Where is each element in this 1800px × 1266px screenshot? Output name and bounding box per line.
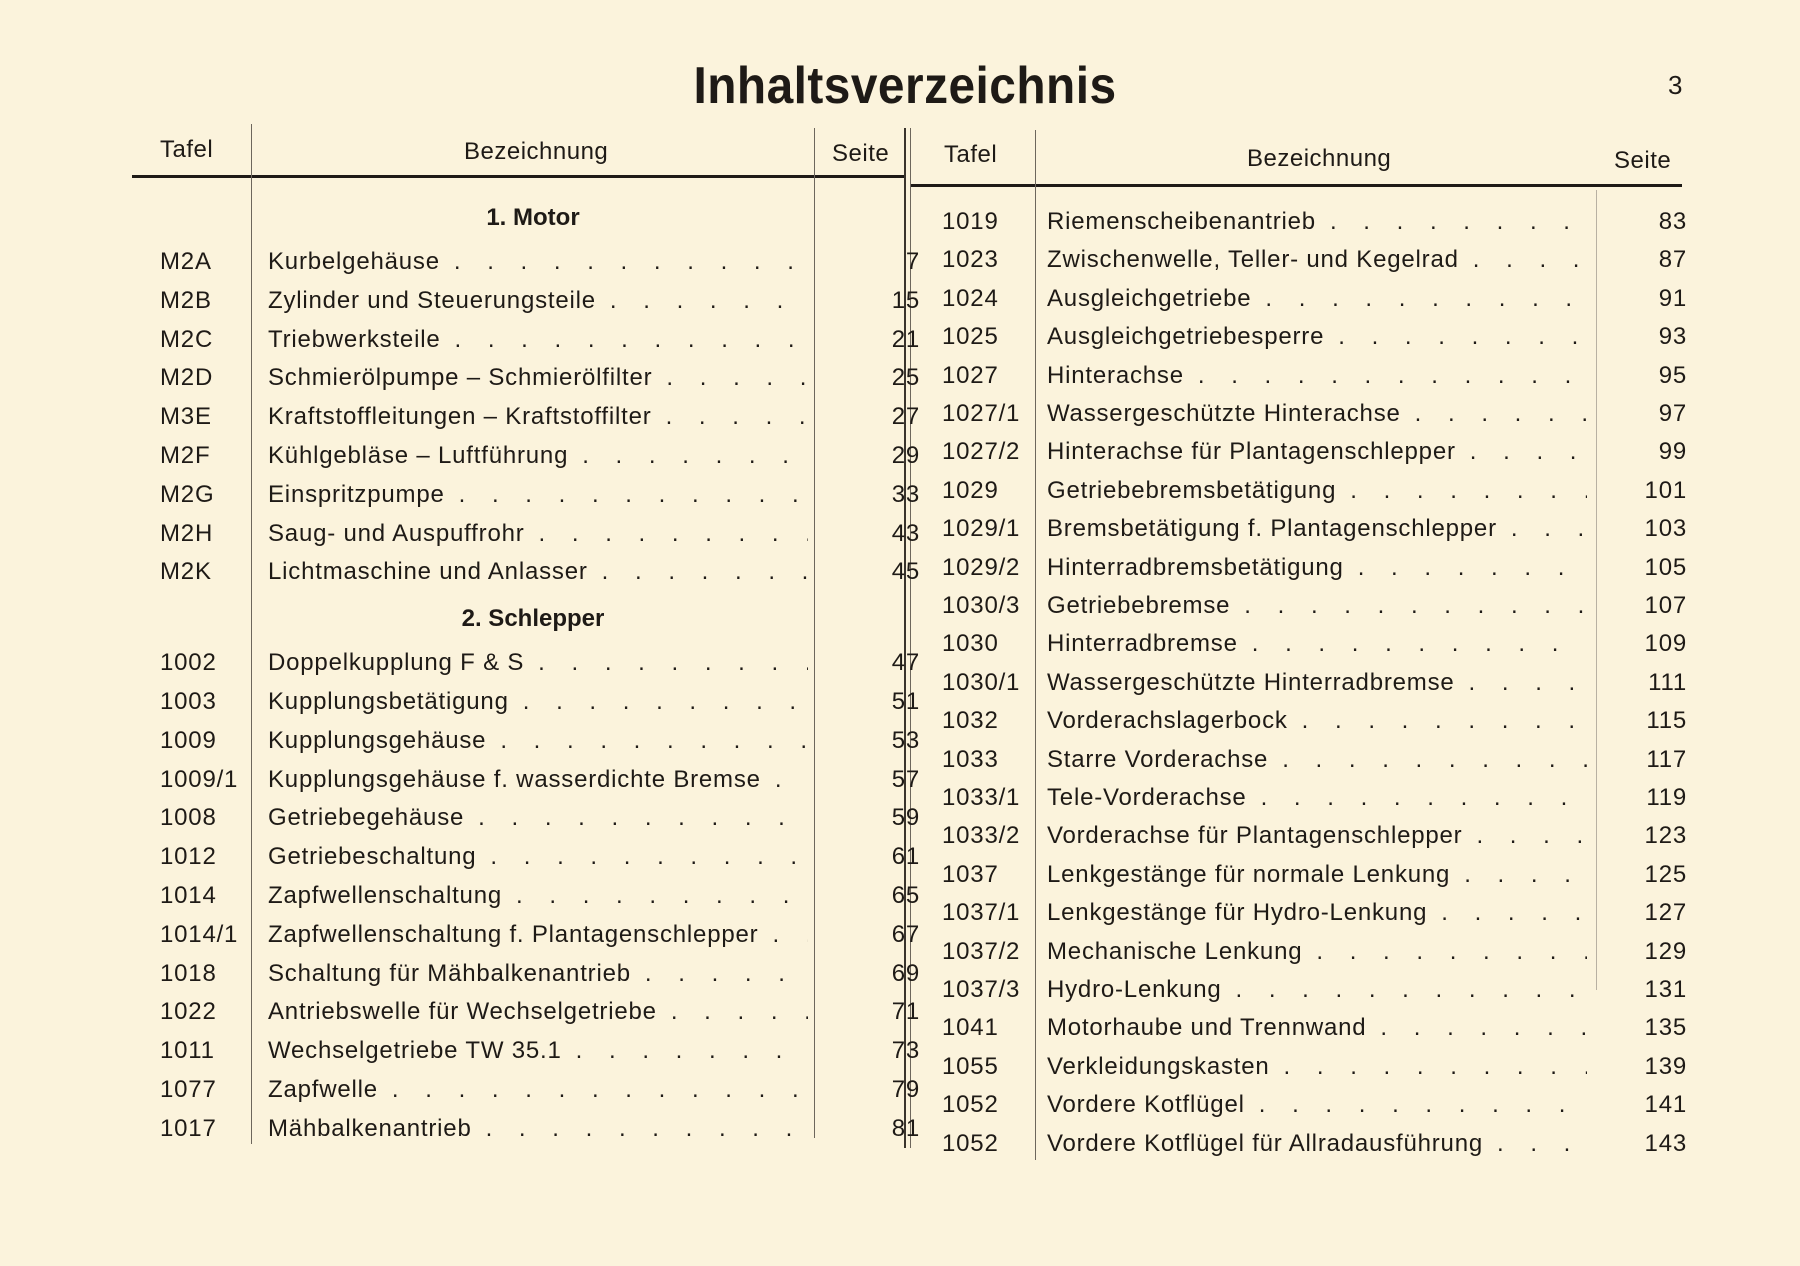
toc-entry <box>160 921 920 959</box>
tafel-number: 1032 <box>942 707 999 735</box>
entry-label: Saug- und Auspuffrohr <box>268 519 525 547</box>
dot-leader <box>478 804 808 832</box>
toc-entry <box>160 1076 920 1114</box>
dot-leader <box>1511 515 1587 543</box>
dot-leader <box>1236 976 1588 1004</box>
dot-leader <box>1380 1014 1587 1042</box>
page-ref: 67 <box>891 920 920 948</box>
tafel-number: 1033/2 <box>942 822 1021 850</box>
tafel-number: M2A <box>160 248 212 275</box>
entry-title <box>1047 323 1587 351</box>
toc-entry <box>160 727 920 765</box>
tafel-number: 1033 <box>942 745 999 773</box>
entry-title <box>1047 822 1587 850</box>
dot-leader <box>1338 323 1587 351</box>
entry-title <box>1047 438 1587 466</box>
toc-entry <box>942 630 1687 668</box>
tafel-number: M3E <box>160 403 212 431</box>
entry-label: Vorderachslagerbock <box>1047 707 1288 735</box>
dot-leader <box>500 727 808 755</box>
page-ref: 139 <box>1644 1052 1687 1080</box>
dot-leader <box>1198 362 1587 390</box>
entry-title <box>1047 1091 1587 1119</box>
toc-entry <box>160 403 920 441</box>
dot-leader <box>1358 554 1587 582</box>
tafel-number: 1027/1 <box>942 400 1021 427</box>
tafel-number: 1014/1 <box>160 920 239 948</box>
entry-label: Kurbelgehäuse <box>268 248 440 275</box>
tafel-number: 1033/1 <box>942 784 1021 811</box>
header-rule-left <box>132 175 906 178</box>
toc-entry <box>160 287 920 325</box>
toc-entry <box>942 976 1687 1014</box>
tafel-number: 1027/2 <box>942 438 1021 466</box>
entry-label: Zapfwellenschaltung <box>268 882 503 909</box>
dot-leader <box>1265 285 1587 313</box>
toc-entry <box>160 326 920 364</box>
entry-label: Mechanische Lenkung <box>1047 937 1303 965</box>
entry-label: Hinterradbremse <box>1047 630 1238 658</box>
toc-entry <box>160 1037 920 1075</box>
entry-title <box>1047 592 1587 620</box>
page-ref: 87 <box>1658 246 1687 274</box>
page-ref: 51 <box>891 688 920 715</box>
dot-leader <box>538 649 808 677</box>
toc-entry <box>942 784 1687 822</box>
entry-title <box>1047 1014 1587 1042</box>
dot-leader <box>523 688 808 716</box>
toc-entry <box>942 208 1687 246</box>
header-tafel-left: Tafel <box>160 136 214 163</box>
entry-label: Hydro-Lenkung <box>1047 976 1222 1003</box>
entry-label: Zapfwellenschaltung f. Plantagenschlepper <box>268 920 759 948</box>
toc-entry <box>160 688 920 726</box>
toc-entry <box>160 442 920 480</box>
header-seite-left: Seite <box>832 140 890 167</box>
toc-entry <box>942 246 1687 284</box>
toc-entry <box>942 861 1687 899</box>
entry-title <box>1047 400 1587 428</box>
toc-entry <box>942 477 1687 515</box>
toc-entry <box>942 323 1687 361</box>
toc-entry <box>942 669 1687 707</box>
toc-entry <box>942 554 1687 592</box>
page-ref: 21 <box>891 325 920 353</box>
entry-title <box>1047 477 1587 505</box>
toc-entry <box>160 558 920 596</box>
tafel-number: 1019 <box>942 208 999 235</box>
toc-entry <box>942 1091 1687 1129</box>
entry-title <box>268 843 808 871</box>
tafel-number: M2G <box>160 480 215 508</box>
toc-entry <box>942 899 1687 937</box>
entry-label: Getriebebremsbetätigung <box>1047 476 1337 504</box>
page-ref: 69 <box>891 959 920 987</box>
toc-entry <box>942 746 1687 784</box>
dot-leader <box>486 1115 808 1143</box>
tafel-number: 1029 <box>942 476 999 504</box>
page-title: Inhaltsverzeichnis <box>693 57 1117 115</box>
tafel-number: 1030 <box>942 630 999 658</box>
entry-title <box>268 960 808 988</box>
entry-label: Schaltung für Mähbalkenantrieb <box>268 959 631 987</box>
entry-label: Ausgleichgetriebe <box>1047 284 1252 312</box>
dot-leader <box>539 520 808 548</box>
tafel-number: 1008 <box>160 804 217 832</box>
tafel-number: M2C <box>160 325 214 353</box>
entry-title <box>268 558 808 586</box>
toc-entry <box>942 285 1687 323</box>
toc-entry <box>942 1014 1687 1052</box>
entry-label: Wassergeschützte Hinterradbremse <box>1047 668 1455 696</box>
page-ref: 53 <box>891 726 920 754</box>
dot-leader <box>454 248 808 276</box>
entry-label: Doppelkupplung F & S <box>268 649 525 677</box>
dot-leader <box>459 481 808 509</box>
dot-leader <box>1302 707 1587 735</box>
dot-leader <box>1330 208 1587 236</box>
entry-title <box>268 727 808 755</box>
entry-title <box>1047 515 1587 543</box>
entry-label: Wechselgetriebe TW 35.1 <box>268 1037 562 1065</box>
dot-leader <box>1282 746 1587 774</box>
dot-leader <box>1476 822 1587 850</box>
dot-leader <box>602 558 808 586</box>
page-ref: 79 <box>891 1076 920 1103</box>
dot-leader <box>455 326 809 354</box>
entry-title <box>1047 630 1587 658</box>
toc-entry <box>942 438 1687 476</box>
toc-entry <box>942 515 1687 553</box>
tafel-number: M2F <box>160 442 211 469</box>
entry-title <box>268 804 808 832</box>
dot-leader <box>1473 246 1587 274</box>
toc-entry <box>160 960 920 998</box>
entry-title <box>1047 669 1587 697</box>
entry-title <box>268 326 808 354</box>
header-bezeichnung-right: Bezeichnung <box>1247 145 1392 172</box>
tafel-number: 1012 <box>160 843 217 871</box>
entry-title <box>1047 707 1587 735</box>
entry-label: Vordere Kotflügel <box>1047 1091 1245 1119</box>
entry-title <box>268 921 808 949</box>
tafel-number: 1018 <box>160 959 217 987</box>
header-seite-right: Seite <box>1614 147 1672 174</box>
entry-title <box>268 998 808 1026</box>
page-ref: 71 <box>891 998 920 1026</box>
dot-leader <box>1261 784 1587 812</box>
dot-leader <box>576 1037 808 1065</box>
dot-leader <box>1316 938 1587 966</box>
tafel-number: M2K <box>160 558 212 586</box>
page-ref: 125 <box>1644 860 1687 888</box>
entry-title <box>1047 1130 1587 1158</box>
dot-leader <box>610 287 808 315</box>
entry-label: Getriebegehäuse <box>268 804 465 832</box>
page-ref: 65 <box>891 882 920 909</box>
page-ref: 81 <box>891 1114 920 1142</box>
page-ref: 101 <box>1644 476 1687 504</box>
entry-label: Hinterradbremsbetätigung <box>1047 553 1344 581</box>
toc-entry <box>160 843 920 881</box>
entry-title <box>1047 899 1587 927</box>
entry-title <box>268 403 808 431</box>
tafel-number: 1002 <box>160 649 217 677</box>
page-ref: 109 <box>1644 630 1687 658</box>
entry-label: Kupplungsgehäuse <box>268 726 487 754</box>
tafel-number: 1024 <box>942 284 999 312</box>
entry-label: Hinterachse für Plantagenschlepper <box>1047 438 1456 466</box>
tafel-number: M2D <box>160 364 214 392</box>
entry-label: Triebwerksteile <box>268 325 441 353</box>
entry-title <box>1047 746 1587 774</box>
entry-label: Einspritzpumpe <box>268 480 445 508</box>
dot-leader <box>1469 669 1587 697</box>
dot-leader <box>1284 1053 1587 1081</box>
dot-leader <box>1415 400 1587 428</box>
toc-entry <box>942 400 1687 438</box>
entry-label: Mähbalkenantrieb <box>268 1114 472 1142</box>
toc-entry <box>942 592 1687 630</box>
entry-label: Zapfwelle <box>268 1076 378 1103</box>
tafel-number: 1025 <box>942 323 999 351</box>
page-ref: 59 <box>891 804 920 832</box>
tafel-number: 1055 <box>942 1052 999 1080</box>
page-ref: 141 <box>1644 1091 1687 1119</box>
toc-entry <box>160 649 920 687</box>
entry-label: Riemenscheibenantrieb <box>1047 208 1316 235</box>
tafel-number: M2B <box>160 286 212 314</box>
entry-label: Motorhaube und Trennwand <box>1047 1014 1367 1042</box>
page-ref: 103 <box>1644 515 1687 543</box>
dot-leader <box>490 843 808 871</box>
entry-label: Verkleidungskasten <box>1047 1052 1270 1080</box>
page-ref: 61 <box>891 843 920 871</box>
dot-leader <box>392 1076 808 1104</box>
entry-label: Schmierölpumpe – Schmierölfilter <box>268 364 653 392</box>
toc-entry <box>942 822 1687 860</box>
dot-leader <box>645 960 808 988</box>
tafel-number: 1037/1 <box>942 899 1021 927</box>
dot-leader <box>775 766 808 794</box>
entry-label: Lenkgestänge für Hydro-Lenkung <box>1047 899 1428 927</box>
tafel-number: M2H <box>160 519 214 547</box>
entry-label: Wassergeschützte Hinterachse <box>1047 400 1401 427</box>
dot-leader <box>516 882 808 910</box>
page-ref: 27 <box>891 403 920 431</box>
tafel-number: 1023 <box>942 246 999 274</box>
dot-leader <box>582 442 808 470</box>
page-ref: 57 <box>891 765 920 793</box>
tafel-number: 1022 <box>160 998 217 1026</box>
toc-entry <box>942 362 1687 400</box>
header-rule-right <box>910 184 1682 187</box>
page-ref: 99 <box>1658 438 1687 466</box>
dot-leader <box>666 364 808 392</box>
toc-entry <box>942 1053 1687 1091</box>
tafel-number: 1029/1 <box>942 515 1021 543</box>
page-ref: 73 <box>891 1037 920 1065</box>
entry-label: Kraftstoffleitungen – Kraftstoffilter <box>268 403 652 431</box>
page-ref: 115 <box>1646 707 1687 735</box>
entry-title <box>1047 1053 1587 1081</box>
toc-entry <box>160 481 920 519</box>
dot-leader <box>1464 861 1587 889</box>
entry-title <box>268 688 808 716</box>
tafel-number: 1011 <box>160 1037 215 1065</box>
entry-title <box>268 882 808 910</box>
toc-entry <box>160 804 920 842</box>
entry-title <box>268 649 808 677</box>
entry-title <box>1047 285 1587 313</box>
toc-entry <box>160 998 920 1036</box>
entry-title <box>268 481 808 509</box>
page-ref: 33 <box>891 480 920 508</box>
tafel-number: 1041 <box>942 1014 999 1042</box>
page-ref: 105 <box>1644 553 1687 581</box>
page-ref: 123 <box>1644 822 1687 850</box>
toc-entry <box>942 938 1687 976</box>
entry-title <box>1047 784 1587 812</box>
entry-title <box>268 248 808 276</box>
entry-title <box>268 520 808 548</box>
entry-title <box>1047 976 1587 1004</box>
entry-title <box>268 442 808 470</box>
page-ref: 15 <box>891 286 920 314</box>
page-ref: 119 <box>1646 784 1687 811</box>
entry-title <box>268 364 808 392</box>
section-heading: 1. Motor <box>486 204 580 231</box>
tafel-number: 1030/1 <box>942 668 1021 696</box>
entry-label: Kupplungsgehäuse f. wasserdichte Bremse <box>268 765 761 793</box>
dot-leader <box>1470 438 1587 466</box>
tafel-number: 1077 <box>160 1076 217 1103</box>
entry-label: Kupplungsbetätigung <box>268 688 509 715</box>
entry-title <box>1047 554 1587 582</box>
tafel-number: 1030/3 <box>942 592 1021 619</box>
dot-leader <box>1441 899 1587 927</box>
toc-entry <box>160 364 920 402</box>
entry-label: Tele-Vorderachse <box>1047 784 1247 811</box>
entry-label: Ausgleichgetriebesperre <box>1047 323 1325 351</box>
entry-label: Zwischenwelle, Teller- und Kegelrad <box>1047 246 1459 274</box>
page-ref: 91 <box>1658 284 1687 312</box>
entry-title <box>1047 208 1587 236</box>
entry-title <box>1047 861 1587 889</box>
page-ref: 45 <box>891 558 920 586</box>
dot-leader <box>1252 630 1587 658</box>
dot-leader <box>671 998 808 1026</box>
entry-label: Vordere Kotflügel für Allradausführung <box>1047 1129 1483 1157</box>
page-ref: 7 <box>905 248 920 275</box>
dot-leader <box>1244 592 1587 620</box>
dot-leader <box>772 921 808 949</box>
tafel-number: 1029/2 <box>942 553 1021 581</box>
entry-title <box>268 766 808 794</box>
toc-entry <box>942 1130 1687 1168</box>
header-bezeichnung-left: Bezeichnung <box>464 138 609 165</box>
page-ref: 131 <box>1644 976 1687 1003</box>
tafel-number: 1052 <box>942 1129 999 1157</box>
page-ref: 97 <box>1658 400 1687 427</box>
tafel-number: 1052 <box>942 1091 999 1119</box>
section-heading: 2. Schlepper <box>461 605 605 633</box>
tafel-number: 1009 <box>160 726 217 754</box>
entry-title <box>268 1037 808 1065</box>
entry-title <box>268 1076 808 1104</box>
entry-label: Lichtmaschine und Anlasser <box>268 558 588 586</box>
entry-label: Zylinder und Steuerungsteile <box>268 286 596 314</box>
page-ref: 93 <box>1658 323 1687 351</box>
entry-title <box>268 1115 808 1143</box>
entry-label: Getriebebremse <box>1047 592 1231 619</box>
entry-label: Lenkgestänge für normale Lenkung <box>1047 860 1451 888</box>
entry-label: Bremsbetätigung f. Plantagenschlepper <box>1047 515 1497 543</box>
page-ref: 25 <box>891 364 920 392</box>
page-ref: 107 <box>1644 592 1687 619</box>
entry-title <box>1047 362 1587 390</box>
page-ref: 117 <box>1646 745 1687 773</box>
entry-label: Starre Vorderachse <box>1047 745 1269 773</box>
tafel-number: 1014 <box>160 882 217 909</box>
entry-title <box>268 287 808 315</box>
toc-entry <box>160 882 920 920</box>
entry-label: Vorderachse für Plantagenschlepper <box>1047 822 1463 850</box>
toc-entry <box>160 248 920 286</box>
tafel-number: 1003 <box>160 688 217 715</box>
toc-entry <box>160 766 920 804</box>
page-ref: 83 <box>1658 208 1687 235</box>
entry-label: Antriebswelle für Wechselgetriebe <box>268 998 657 1026</box>
page-ref: 143 <box>1644 1129 1687 1157</box>
tafel-number: 1009/1 <box>160 765 239 793</box>
page-ref: 47 <box>891 649 920 677</box>
page-ref: 43 <box>891 519 920 547</box>
toc-entry <box>942 707 1687 745</box>
tafel-number: 1037/3 <box>942 976 1021 1003</box>
header-tafel-right: Tafel <box>944 141 998 168</box>
entry-label: Getriebeschaltung <box>268 843 477 871</box>
dot-leader <box>1497 1130 1587 1158</box>
page-ref: 111 <box>1648 668 1687 696</box>
page-ref: 29 <box>891 442 920 469</box>
tafel-number: 1017 <box>160 1114 217 1142</box>
page-ref: 129 <box>1644 937 1687 965</box>
toc-entry <box>160 1115 920 1153</box>
entry-title <box>1047 246 1587 274</box>
page-ref: 135 <box>1644 1014 1687 1042</box>
dot-leader <box>1259 1091 1587 1119</box>
tafel-number: 1037 <box>942 860 999 888</box>
tafel-number: 1037/2 <box>942 937 1021 965</box>
entry-label: Kühlgebläse – Luftführung <box>268 442 569 469</box>
tafel-number: 1027 <box>942 361 999 389</box>
dot-leader <box>666 403 808 431</box>
entry-label: Hinterachse <box>1047 361 1184 389</box>
toc-entry <box>160 520 920 558</box>
page-ref: 95 <box>1658 361 1687 389</box>
page-ref: 127 <box>1644 899 1687 927</box>
page-number: 3 <box>1668 70 1683 100</box>
entry-title <box>1047 938 1587 966</box>
dot-leader <box>1350 477 1587 505</box>
